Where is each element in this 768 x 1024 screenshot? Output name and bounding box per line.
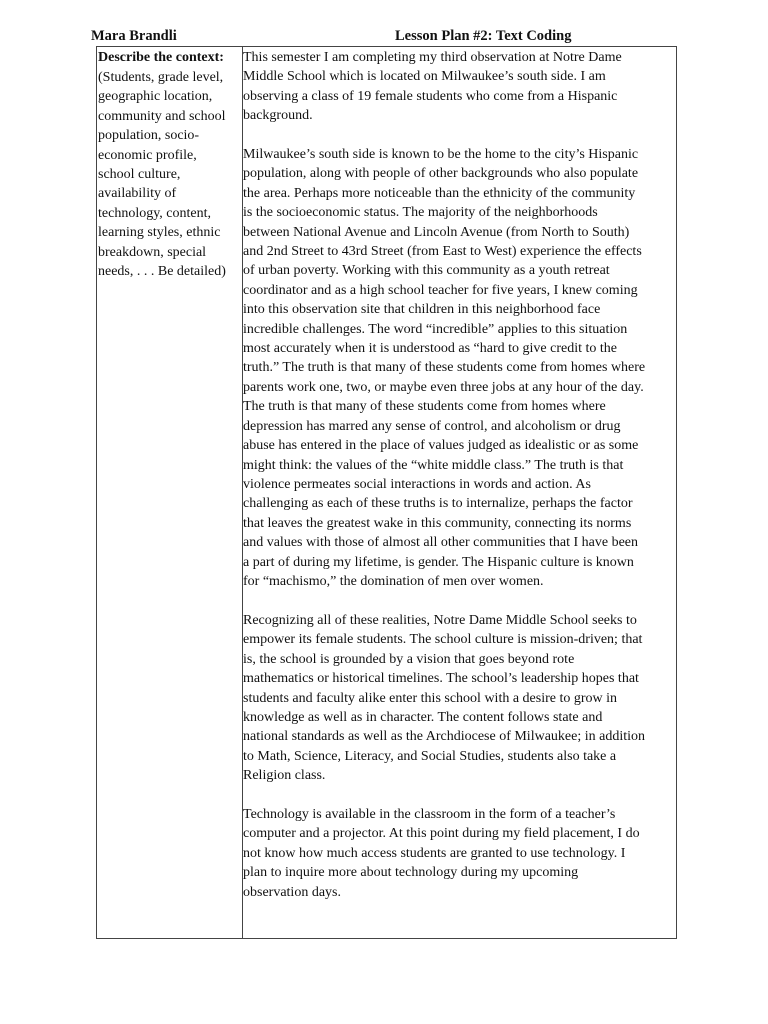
paragraph-line: incredible challenges. The word “incredible” applies to this situation <box>243 321 628 337</box>
paragraph-line: is, the school is grounded by a vision that goes beyond rote <box>243 651 575 667</box>
paragraph-community <box>243 145 680 591</box>
paragraph-line: observing a class of 19 female students who come from a Hispanic <box>243 88 618 104</box>
paragraph-line: and 2nd Street to 43rd Street (from East to West) experience the effects <box>243 244 642 260</box>
paragraph-line: truth.” The truth is that many of these students come from homes where <box>243 360 646 376</box>
context-description-cell <box>243 47 676 938</box>
paragraph-line: Religion class. <box>243 768 326 784</box>
prompt-line: needs, . . . Be detailed) <box>98 264 226 280</box>
prompt-line: geographic location, <box>98 89 213 105</box>
prompt-line: school culture, <box>98 167 181 183</box>
author-name: Mara Brandli <box>91 28 177 44</box>
paragraph-line: not know how much access students are granted to use technology. I <box>243 845 626 861</box>
paragraph-line: background. <box>243 108 313 124</box>
paragraph-line: challenging as each of these truths is to internalize, perhaps the factor <box>243 496 633 512</box>
prompt-line: learning styles, ethnic <box>98 225 221 241</box>
paragraph-line: into this observation site that children in this neighborhood face <box>243 302 601 318</box>
paragraph-line: empower its female students. The school culture is mission-driven; that <box>243 632 643 648</box>
paragraph-line: most accurately when it is understood as “hard to give credit to the <box>243 341 618 357</box>
paragraph-line: a part of during my lifetime, is gender. The Hispanic culture is known <box>243 554 634 570</box>
paragraph-line: that leaves the greatest wake in this community, connecting its norms <box>243 515 632 531</box>
paragraph-line: and values with those of almost all other communities that I have been <box>243 535 639 551</box>
paragraph-line: between National Avenue and Lincoln Avenue (from North to South) <box>243 224 630 240</box>
paragraph-line: The truth is that many of these students come from homes where <box>243 399 606 415</box>
paragraph-line: parents work one, two, or maybe even three jobs at any hour of the day. <box>243 379 644 395</box>
paragraph-line: mathematics or historical timelines. The school’s leadership hopes that <box>243 671 639 687</box>
paragraph-line: coordinator and as a high school teacher for five years, I knew coming <box>243 282 638 298</box>
paragraph-line: Milwaukee’s south side is known to be the home to the city’s Hispanic <box>243 147 639 162</box>
context-table <box>96 46 677 939</box>
paragraph-line: This semester I am completing my third observation at Notre Dame <box>243 50 622 65</box>
paragraph-line: the area. Perhaps more noticeable than the ethnicity of the community <box>243 185 636 201</box>
paragraph-line: might think: the values of the “white middle class.” The truth is that <box>243 457 624 473</box>
paragraph-line: knowledge as well as in character. The content follows state and <box>243 710 603 726</box>
paragraph-line: Middle School which is located on Milwaukee’s south side. I am <box>243 69 606 85</box>
context-label: Describe the context: <box>98 50 224 65</box>
paragraph-line: depression has marred any sense of control, and alcoholism or drug <box>243 418 621 434</box>
paragraph-line: observation days. <box>243 884 341 900</box>
paragraph-line: is the socioeconomic status. The majority of the neighborhoods <box>243 205 598 221</box>
paragraph-line: Recognizing all of these realities, Notre Dame Middle School seeks to <box>243 613 637 628</box>
paragraph-line: of urban poverty. Working with this community as a youth retreat <box>243 263 610 279</box>
paragraph-school-culture <box>243 611 680 786</box>
prompt-line: community and school <box>98 108 226 124</box>
paragraph-line: students and faculty alike enter this school with a desire to grow in <box>243 690 618 706</box>
prompt-line: (Students, grade level, <box>98 70 224 85</box>
paragraph-line: population, along with people of other backgrounds who also populate <box>243 166 639 182</box>
paragraph-line: national standards as well as the Archdiocese of Milwaukee; in addition <box>243 729 646 745</box>
paragraph-technology <box>243 805 680 902</box>
paragraph-line: violence permeates social interactions in words and action. As <box>243 476 591 492</box>
paragraph-line: to Math, Science, Literacy, and Social Studies, students also take a <box>243 748 617 764</box>
prompt-line: economic profile, <box>98 147 197 163</box>
prompt-line: population, socio- <box>98 128 200 144</box>
context-label-cell <box>97 47 243 938</box>
paragraph-line: computer and a projector. At this point during my field placement, I do <box>243 826 640 842</box>
document-title: Lesson Plan #2: Text Coding <box>395 28 572 44</box>
paragraph-line: Technology is available in the classroom in the form of a teacher’s <box>243 807 616 822</box>
prompt-line: breakdown, special <box>98 244 207 260</box>
paragraph-line: abuse has entered in the place of values judged as idealistic or as some <box>243 438 639 454</box>
paragraph-line: plan to inquire more about technology during my upcoming <box>243 865 579 881</box>
paragraph-location <box>243 48 680 126</box>
prompt-line: availability of <box>98 186 177 202</box>
prompt-line: technology, content, <box>98 205 212 221</box>
paragraph-line: for “machismo,” the domination of men over women. <box>243 573 544 589</box>
context-prompt <box>98 68 242 281</box>
